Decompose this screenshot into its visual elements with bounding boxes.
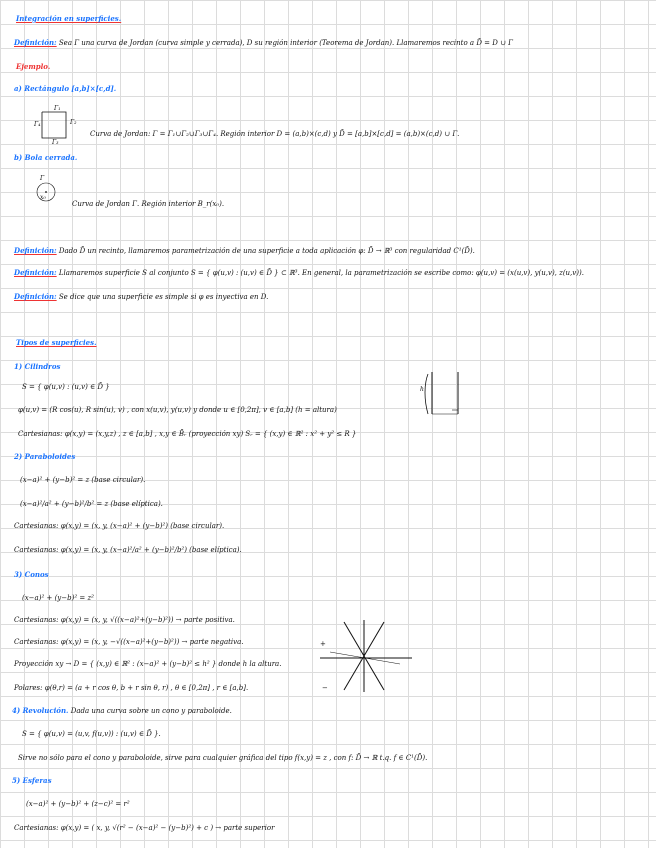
cones-line3: Cartesianas: φ(x,y) = (x, y, −√((x−a)²+(y−b)²)) → parte negativa. [14, 638, 244, 646]
ball-center-label: x₀ [40, 194, 46, 201]
paraboloids-line4: Cartesianas: φ(x,y) = (x, y, (x−a)²/a² + (y−b)²/b²) (base elíptica). [14, 546, 242, 554]
gamma2-label: Γ₂ [70, 119, 77, 126]
paraboloids-line1: (x−a)² + (y−b)² = z (base circular). [20, 476, 146, 484]
example-heading: Ejemplo. [16, 62, 51, 71]
revolution-label: 4) Revolución. [12, 706, 69, 715]
gamma1-label: Γ₁ [54, 105, 61, 112]
page-title: Integración en superficies. [16, 14, 122, 23]
cone-plus-label: + [320, 640, 326, 648]
cylinder-height-label: h [420, 386, 424, 393]
definition-text: Sea Γ una curva de Jordan (curva simple y cerrada), D su región interior (Teorema de Jordan). Llamaremos recinto a D̄ = D ∪ Γ [58, 39, 514, 47]
definition-label: Definición: [14, 246, 57, 255]
definition-label: Definición: [14, 268, 57, 277]
definition-simple [14, 292, 268, 302]
spheres-label: 5) Esferas [12, 776, 52, 785]
cones-label: 3) Conos [14, 570, 49, 579]
definition-text: Se dice que una superficie es simple si φ es inyectiva en D. [58, 293, 269, 301]
spheres-line1: (x−a)² + (y−b)² + (z−c)² = r² [26, 800, 130, 808]
revolution-subtitle: Dada una curva sobre un cono y paraboloide. [70, 707, 232, 715]
gamma4-label: Γ₄ [34, 121, 41, 128]
definition-text: Dado D̄ un recinto, llamaremos parametrización de una superficie a toda aplicación φ: D̄ → ℝ³ con regularidad C¹(D̄). [58, 247, 475, 255]
definition-text: Llamaremos superficie S al conjunto S = { φ(u,v) : (u,v) ∈ D̄ } ⊂ ℝ³. En general, la parametrización se escribe como: φ(u,v) = (x(u,v), y(u,v), z(u,v)). [58, 269, 584, 277]
spheres-line2: Cartesianas: φ(x,y) = ( x, y, √(r² − (x−a)² − (y−b)²) + c ) → parte superior [14, 824, 275, 832]
example-a-text: Curva de Jordan: Γ = Γ₁∪Γ₂∪Γ₃∪Γ₄. Región interior D = (a,b)×(c,d) y D̄ = [a,b]×[c,d] = (a,b)×(c,d) ∪ Γ. [90, 130, 460, 138]
example-b-text: Curva de Jordan Γ. Región interior B_r(x₀). [72, 200, 225, 208]
cylinders-line2: φ(u,v) = (R cos(u), R sin(u), v) , con x(u,v), y(u,v) y donde u ∈ [0,2π], v ∈ [a,b] (h = altura) [18, 406, 337, 414]
revolution-line2: Sirve no sólo para el cono y paraboloide, sirve para cualquier gráfica del tipo f(x,y) = z , con f: D̄ → ℝ t.q. f ∈ C¹(D̄). [18, 754, 428, 762]
cylinders-line3: Cartesianas: φ(x,y) = (x,y,z) , z ∈ [a,b] , x,y ∈ B̄ᵣ (proyección xy) Sᵣ = { (x,y) ∈ ℝ² : x² + y² ≤ R } [18, 430, 357, 438]
revolution-heading [12, 706, 232, 716]
paraboloids-label: 2) Paraboloides [14, 452, 76, 461]
cones-line1: (x−a)² + (y−b)² = z² [22, 594, 94, 602]
ball-gamma-label: Γ [40, 175, 45, 182]
example-a-label: a) Rectángulo [14, 84, 69, 93]
cone-minus-label: − [322, 684, 328, 692]
definition-label: Definición: [14, 292, 57, 301]
cones-line5: Polares: φ(θ,r) = (a + r cos θ, b + r sin θ, r) , θ ∈ [0,2π] , r ∈ [a,b]. [14, 684, 249, 692]
definition-parametrization [14, 246, 475, 256]
definition-label: Definición: [14, 38, 57, 47]
gamma3-label: Γ₃ [52, 139, 59, 146]
cone-sketch [316, 618, 420, 694]
definition-surface [14, 268, 584, 278]
types-heading: Tipos de superficies. [16, 338, 97, 347]
revolution-line1: S = { φ(u,v) = (u,v, f(u,v)) : (u,v) ∈ D̄ }. [22, 730, 161, 738]
paraboloids-line3: Cartesianas: φ(x,y) = (x, y, (x−a)² + (y−b)²) (base circular). [14, 522, 225, 530]
example-a-math: [a,b]×[c,d]. [71, 84, 117, 93]
cylinders-label: 1) Cilindros [14, 362, 61, 371]
cones-line2: Cartesianas: φ(x,y) = (x, y, √((x−a)²+(y−b)²)) → parte positiva. [14, 616, 235, 624]
cylinders-line1: S = { φ(u,v) : (u,v) ∈ D̄ } [22, 383, 110, 391]
example-a-heading [14, 84, 116, 94]
paraboloids-line2: (x−a)²/a² + (y−b)²/b² = z (base elíptica). [20, 500, 163, 508]
example-b-label: b) Bola cerrada. [14, 153, 78, 162]
cylinder-sketch [418, 370, 470, 420]
cones-line4: Proyección xy → D = { (x,y) ∈ ℝ² : (x−a)² + (y−b)² ≤ h² } donde h la altura. [14, 660, 282, 668]
definition-jordan [14, 38, 513, 48]
